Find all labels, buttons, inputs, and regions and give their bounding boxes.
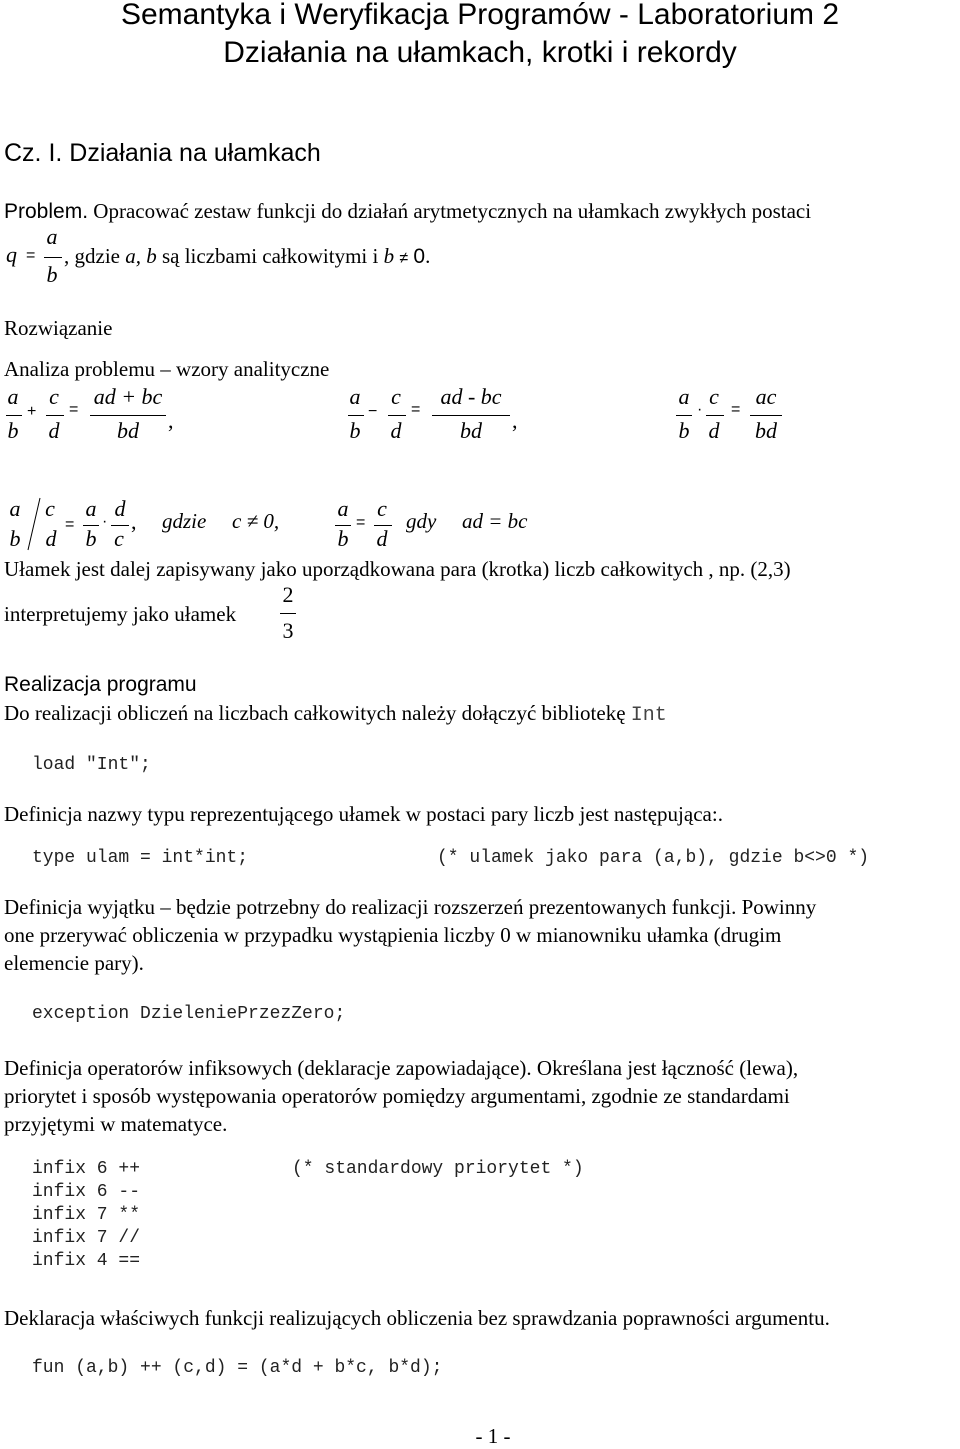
- q-numerator: a: [46, 224, 58, 249]
- f2-minus: −: [368, 403, 378, 420]
- f5-d: d: [376, 526, 388, 551]
- f1-comma: ,: [168, 408, 174, 433]
- q-condition-zero: 0: [413, 245, 426, 268]
- code-exception: exception DzieleniePrzezZero;: [32, 1004, 346, 1024]
- section-heading: Cz. I. Działania na ułamkach: [4, 139, 321, 167]
- infix-paragraph-line1: Definicja operatorów infiksowych (deklaracje zapowiadające). Określana jest łączność (lewa),: [4, 1056, 799, 1080]
- f4-eq: =: [65, 516, 75, 533]
- f3-num: ac: [755, 384, 777, 409]
- f3-bar: [750, 415, 782, 416]
- code-type-comment: (* ulamek jako para (a,b), gdzie b<>0 *): [437, 848, 870, 868]
- f4-b: b: [9, 526, 21, 551]
- q-denominator: b: [46, 262, 58, 287]
- f5-b: b: [337, 526, 349, 551]
- library-paragraph-text: Do realizacji obliczeń na liczbach całkowitych należy dołączyć bibliotekę: [4, 701, 631, 725]
- f4-cond-text: c ≠ 0,: [232, 509, 280, 533]
- f4-gdzie: gdzie: [162, 509, 207, 533]
- f2-eq: =: [411, 401, 421, 418]
- f1-bar-ab: [6, 415, 22, 416]
- f1-c: c: [49, 384, 59, 409]
- f4-b2: b: [85, 526, 97, 551]
- exception-paragraph-line1: Definicja wyjątku – będzie potrzebny do realizacji rozszerzeń prezentowanych funkcji. Powinny: [4, 895, 817, 919]
- implementation-heading: Realizacja programu: [4, 673, 197, 696]
- code-infix-line: infix 6 ++: [32, 1159, 141, 1179]
- f2-bar-ab: [348, 415, 364, 416]
- problem-label: Problem.: [4, 200, 89, 223]
- f5-eq: =: [356, 514, 366, 531]
- q-condition-vars: a, b: [125, 244, 157, 268]
- f3-d: d: [708, 418, 720, 443]
- q-condition-text1: , gdzie: [64, 244, 126, 268]
- f3-c: c: [709, 384, 719, 409]
- infix-paragraph-line3: przyjętymi w matematyce.: [4, 1112, 228, 1136]
- f4-c: c: [45, 496, 55, 521]
- exception-paragraph-line3: elemencie pary).: [4, 951, 144, 975]
- q-symbol: q: [6, 242, 17, 267]
- f3-b: b: [678, 418, 690, 443]
- f1-a: a: [7, 384, 19, 409]
- code-infix-line: infix 7 **: [32, 1205, 141, 1225]
- f4-d2: d: [114, 496, 126, 521]
- document-title-line2: Działania na ułamkach, krotki i rekordy: [223, 36, 737, 69]
- f4-c2: c: [114, 526, 124, 551]
- f1-plus: +: [27, 403, 37, 420]
- document-title-line1: Semantyka i Weryfikacja Programów - Laboratorium 2: [120, 0, 840, 31]
- tuple-paragraph-cont: interpretujemy jako ułamek: [4, 602, 237, 626]
- code-load: load "Int";: [32, 755, 151, 775]
- infix-paragraph-line2: priorytet i sposób występowania operatorów pomiędzy argumentami, zgodnie ze standardami: [4, 1084, 790, 1108]
- f2-bar-cd: [388, 415, 406, 416]
- frac-2-3-den: 3: [282, 618, 294, 643]
- code-infix-line: infix 7 //: [32, 1228, 141, 1248]
- f1-bar-cd: [46, 415, 64, 416]
- page-number: - 1 -: [475, 1424, 511, 1448]
- code-type: type ulam = int*int;: [32, 848, 249, 868]
- f3-eq: =: [731, 401, 741, 418]
- f1-num: ad + bc: [93, 384, 163, 409]
- f1-b: b: [7, 418, 19, 443]
- f1-d: d: [48, 418, 60, 443]
- q-fraction-bar: [44, 257, 62, 258]
- library-paragraph: [4, 699, 667, 730]
- f2-b: b: [349, 418, 361, 443]
- f4-slash: [26, 496, 42, 552]
- function-paragraph: Deklaracja właściwych funkcji realizujących obliczenia bez sprawdzania poprawności argumentu.: [4, 1306, 830, 1330]
- f4-a: a: [9, 496, 21, 521]
- exception-paragraph-line2: one przerywać obliczenia w przypadku wystąpienia liczby 0 w mianowniku ułamka (drugim: [4, 923, 782, 947]
- q-condition-neq: ≠: [399, 250, 409, 267]
- f2-a: a: [349, 384, 361, 409]
- q-condition-b: b: [383, 244, 395, 268]
- f1-eq: =: [69, 401, 79, 418]
- f1-den: bd: [117, 418, 139, 443]
- code-fun: fun (a,b) ++ (c,d) = (a*d + b*c, b*d);: [32, 1358, 443, 1378]
- f4-cdot: ·: [102, 513, 108, 530]
- f5-a: a: [337, 496, 349, 521]
- f1-bar: [90, 415, 166, 416]
- q-equals: =: [26, 247, 36, 264]
- f2-num: ad - bc: [440, 384, 502, 409]
- f2-comma: ,: [512, 408, 518, 433]
- q-condition-dot: .: [425, 244, 431, 268]
- problem-paragraph: [4, 197, 811, 226]
- f3-cdot: ·: [697, 401, 703, 418]
- type-paragraph: Definicja nazwy typu reprezentującego ułamek w postaci pary liczb jest następująca:.: [4, 802, 723, 826]
- frac-2-3-bar: [280, 613, 296, 614]
- code-infix-comment: (* standardowy priorytet *): [292, 1159, 584, 1179]
- f4-cond: [232, 509, 279, 534]
- f2-c: c: [391, 384, 401, 409]
- f3-bar-ab: [676, 415, 692, 416]
- f4-a2: a: [85, 496, 97, 521]
- tuple-paragraph: Ułamek jest dalej zapisywany jako uporządkowana para (krotka) liczb całkowitych , np. (2,3): [4, 557, 791, 581]
- f4-d: d: [45, 526, 57, 551]
- code-infix-line: infix 6 --: [32, 1182, 141, 1202]
- solution-heading: Rozwiązanie: [4, 316, 113, 340]
- f5-cond: ad = bc: [462, 509, 528, 533]
- f2-d: d: [390, 418, 402, 443]
- frac-2-3-num: 2: [282, 582, 294, 607]
- q-condition: [64, 242, 430, 273]
- f4-comma: ,: [131, 509, 137, 534]
- library-name: Int: [630, 704, 667, 727]
- code-infix-line: infix 4 ==: [32, 1251, 141, 1271]
- f5-gdy: gdy: [406, 509, 437, 533]
- q-condition-text2: są liczbami całkowitymi i: [156, 244, 384, 268]
- analysis-heading: Analiza problemu – wzory analityczne: [4, 357, 330, 381]
- f5-c: c: [377, 496, 387, 521]
- f2-den: bd: [460, 418, 482, 443]
- f2-bar: [432, 415, 510, 416]
- f3-a: a: [678, 384, 690, 409]
- problem-text: Opracować zestaw funkcji do działań arytmetycznych na ułamkach zwykłych postaci: [88, 199, 812, 223]
- f3-bar-cd: [706, 415, 724, 416]
- f3-den: bd: [755, 418, 777, 443]
